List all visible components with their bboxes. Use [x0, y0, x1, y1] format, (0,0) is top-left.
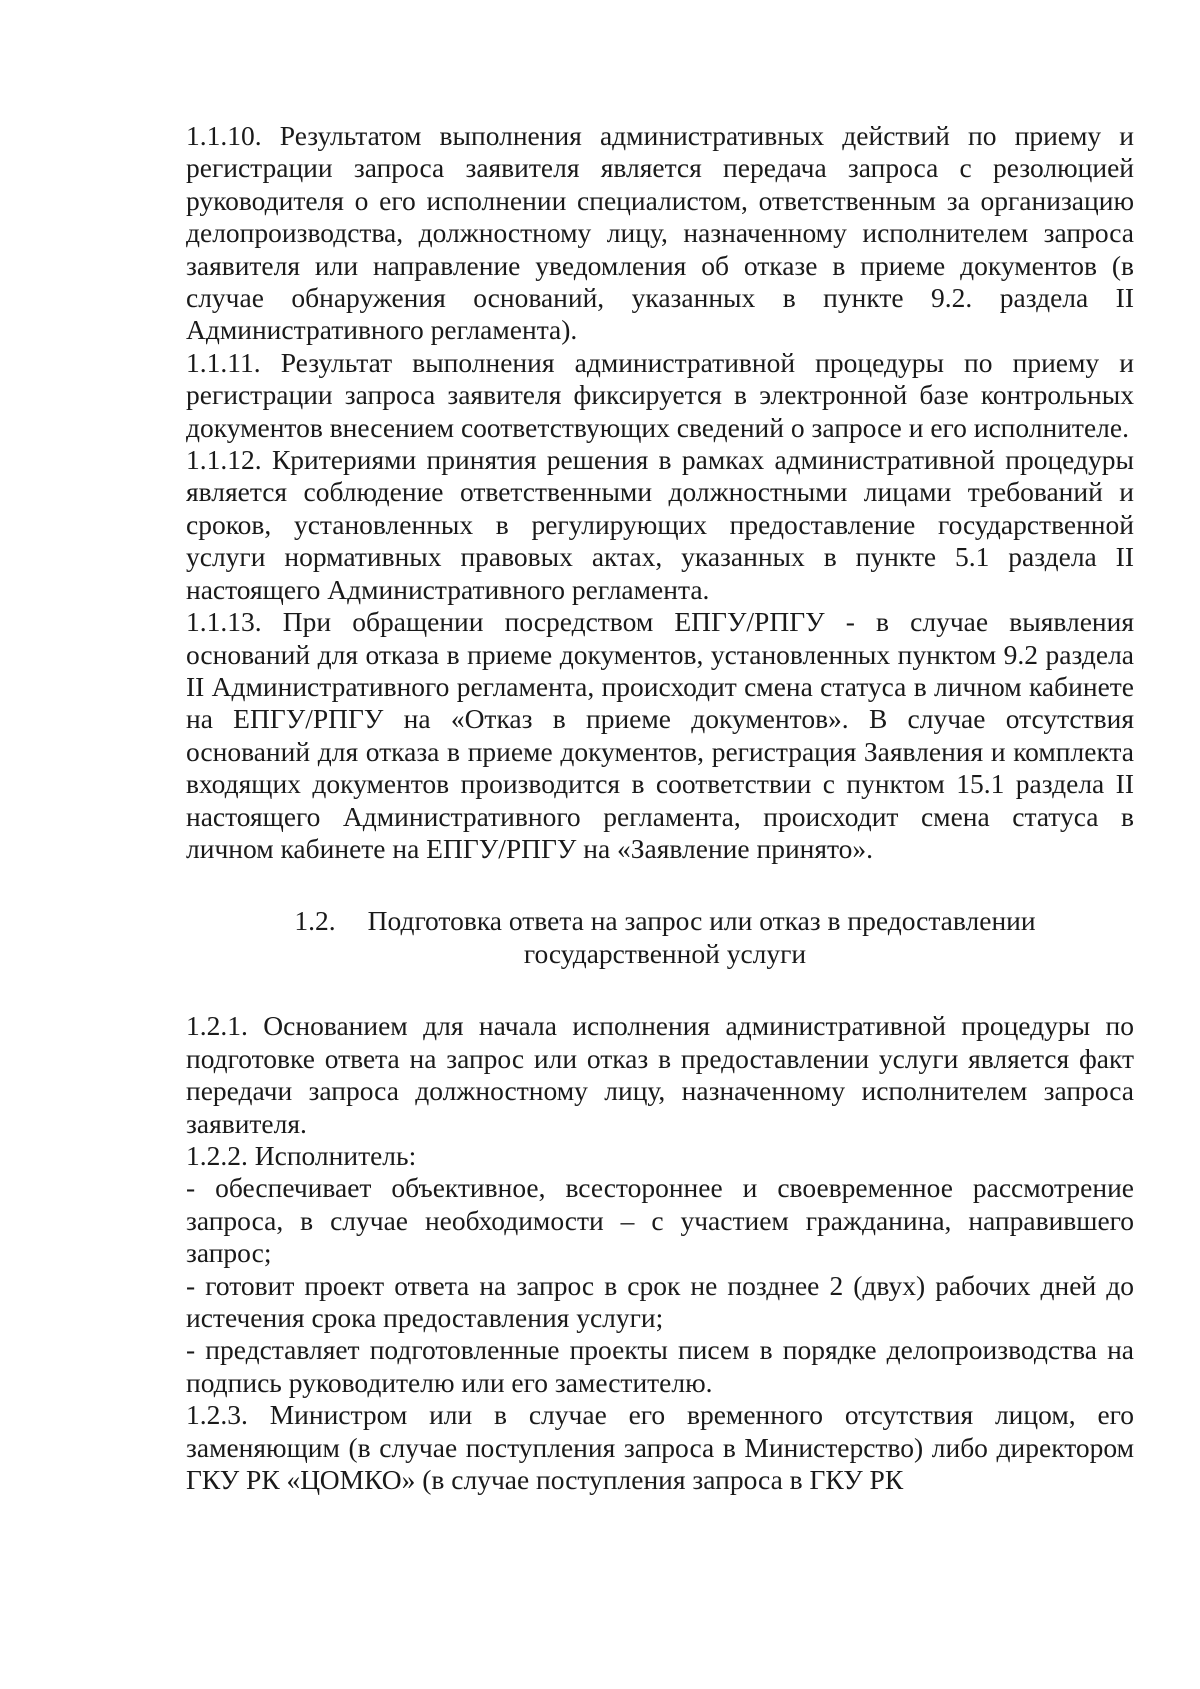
section-heading-number: 1.2. — [294, 905, 336, 937]
paragraph-1-1-10: 1.1.10. Результатом выполнения административных действий по приему и регистрации запроса заявителя является передача запроса с резолюцией руководителя о его исполнении специалистом, ответственным за организацию делопроизводства, должностному лицу, назначенному исполнителем запроса заявителя или направление уведомления об отказе в приеме документов (в случае обнаружения оснований, указанных в пункте 9.2. раздела II Административного регламента). — [186, 120, 1134, 346]
paragraph-1-2-2: 1.2.2. Исполнитель: — [186, 1139, 417, 1171]
paragraph-1-1-13: 1.1.13. При обращении посредством ЕПГУ/РПГУ - в случае выявления оснований для отказа в приеме документов, установленных пунктом 9.2 раздела II Административного регламента, происходит смена статуса в личном кабинете на ЕПГУ/РПГУ на «Отказ в приеме документов». В случае отсутствия оснований для отказа в приеме документов, регистрация Заявления и комплекта входящих документов производится в соответствии с пунктом 15.1 раздела II настоящего Административного регламента, происходит смена статуса в личном кабинете на ЕПГУ/РПГУ на «Заявление принято». — [186, 606, 1134, 864]
paragraph-1-1-12: 1.1.12. Критериями принятия решения в рамках административной процедуры является соблюдение ответственными должностными лицами требований и сроков, установленных в регулирующих предоставление государственной услуги нормативных правовых актах, указанных в пункте 5.1 раздела II настоящего Административного регламента. — [186, 444, 1134, 605]
paragraph-1-2-1: 1.2.1. Основанием для начала исполнения административной процедуры по подготовке ответа на запрос или отказ в предоставлении услуги является факт передачи запроса должностному лицу, назначенному исполнителем запроса заявителя. — [186, 1010, 1134, 1139]
section-heading-1-2 — [186, 904, 1134, 970]
list-item-prepare-draft: - готовит проект ответа на запрос в срок не позднее 2 (двух) рабочих дней до истечения срока предоставления услуги; — [186, 1269, 1134, 1333]
section-heading-text-1: Подготовка ответа на запрос или отказ в предоставлении — [367, 905, 1036, 937]
list-item-objective-review: - обеспечивает объективное, всестороннее и своевременное рассмотрение запроса, в случае необходимости – с участием гражданина, направившего запрос; — [186, 1172, 1134, 1269]
document-page — [186, 120, 1134, 1496]
section-heading-line-1 — [196, 904, 1134, 937]
paragraph-1-2-3: 1.2.3. Министром или в случае его временного отсутствия лицом, его заменяющим (в случае поступления запроса в Министерство) либо директором ГКУ РК «ЦОМКО» (в случае поступления запроса в ГКУ РК — [186, 1399, 1134, 1496]
list-item-submit-drafts: - представляет подготовленные проекты писем в порядке делопроизводства на подпись руководителю или его заместителю. — [186, 1334, 1134, 1398]
paragraph-1-1-11: 1.1.11. Результат выполнения административной процедуры по приему и регистрации запроса заявителя фиксируется в электронной базе контрольных документов внесением соответствующих сведений о запросе и его исполнителе. — [186, 346, 1134, 443]
section-heading-line-2: государственной услуги — [523, 938, 807, 970]
